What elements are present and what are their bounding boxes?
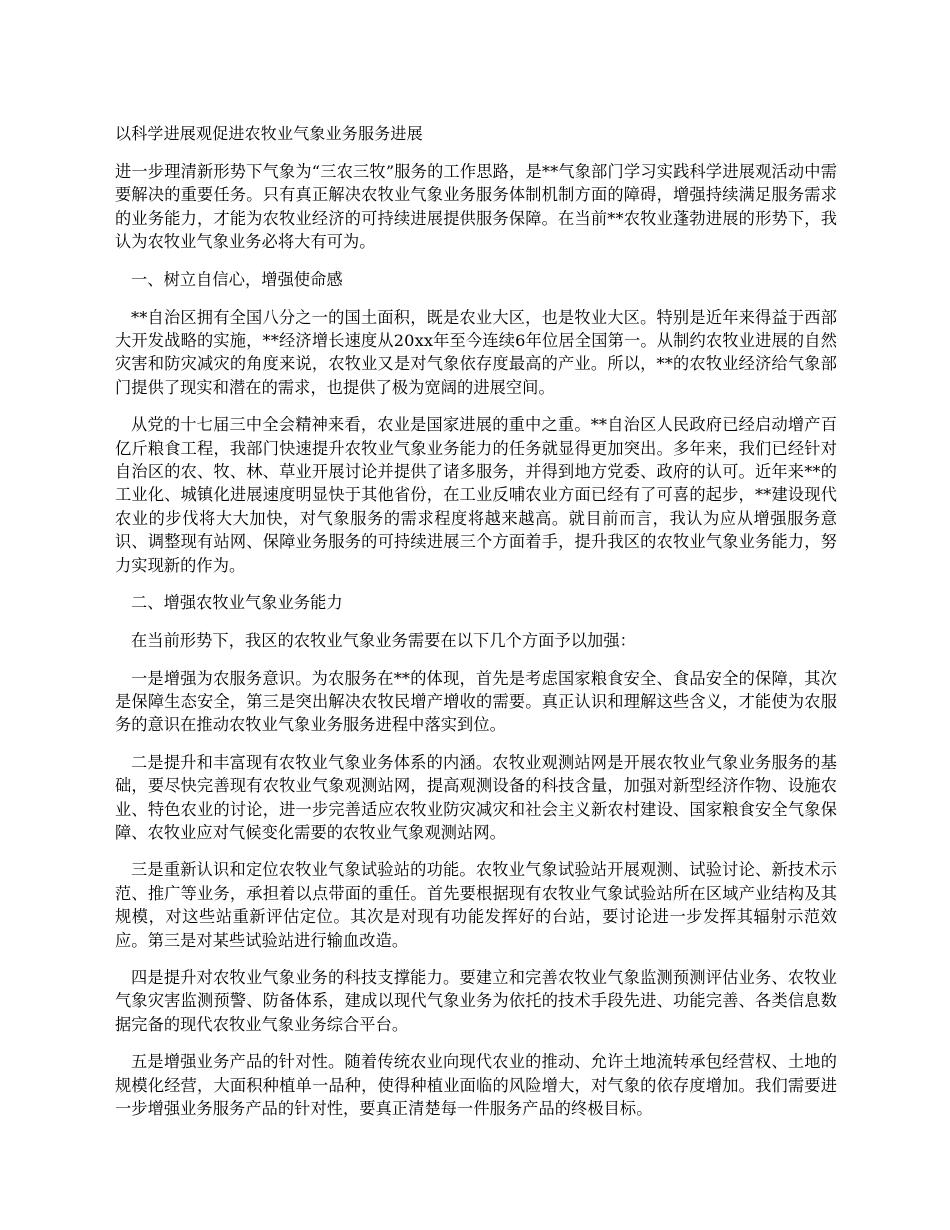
paragraph-point-2: 二是提升和丰富现有农牧业气象业务体系的内涵。农牧业观测站网是开展农牧业气象业务服务的基础，要尽快完善现有农牧业气象观测站网，提高观测设备的科技含量，加强对新型经济作物、设施农业、特色农业的讨论，进一步完善适应农牧业防灾减灾和社会主义新农村建设、国家粮食安全气象保障、农牧业应对气候变化需要的农牧业气象观测站网。 bbox=[115, 752, 837, 842]
document-page bbox=[115, 122, 837, 1134]
paragraph-party-policy: 从党的十七届三中全会精神来看，农业是国家进展的重中之重。**自治区人民政府已经启动增产百亿斤粮食工程，我部门快速提升农牧业气象业务能力的任务就显得更加突出。多年来，我们已经针对自治区的农、牧、林、草业开展讨论并提供了诸多服务，并得到地方党委、政府的认可。近年来**的工业化、城镇化进展速度明显快于其他省份，在工业反哺农业方面已经有了可喜的起步，**建设现代农业的步伐将大大加快，对气象服务的需求程度将越来越高。就目前而言，我认为应从增强服务意识、调整现有站网、保障业务服务的可持续进展三个方面着手，提升我区的农牧业气象业务能力，努力实现新的作为。 bbox=[115, 415, 837, 575]
paragraph-point-3: 三是重新认识和定位农牧业气象试验站的功能。农牧业气象试验站开展观测、试验讨论、新技术示范、推广等业务，承担着以点带面的重任。首先要根据现有农牧业气象试验站所在区域产业结构及其规模，对这些站重新评估定位。其次是对现有功能发挥好的台站，要讨论进一步发挥其辐射示范效应。第三是对某些试验站进行输血改造。 bbox=[115, 860, 837, 950]
paragraph-point-4: 四是提升对农牧业气象业务的科技支撑能力。要建立和完善农牧业气象监测预测评估业务、农牧业气象灾害监测预警、防备体系，建成以现代气象业务为依托的技术手段先进、功能完善、各类信息数据完备的现代农牧业气象业务综合平台。 bbox=[115, 967, 837, 1034]
paragraph-region-overview: **自治区拥有全国八分之一的国土面积，既是农业大区，也是牧业大区。特别是近年来得益于西部大开发战略的实施，**经济增长速度从20xx年至今连续6年位居全国第一。从制约农牧业进展的自然灾害和防灾减灾的角度来说，农牧业又是对气象依存度最高的产业。所以，**的农牧业经济给气象部门提供了现实和潜在的需求，也提供了极为宽阔的进展空间。 bbox=[115, 307, 837, 397]
paragraph-intro: 进一步理清新形势下气象为“三农三牧”服务的工作思路，是**气象部门学习实践科学进展观活动中需要解决的重要任务。只有真正解决农牧业气象业务服务体制机制方面的障碍，增强持续满足服务需求的业务能力，才能为农牧业经济的可持续进展提供服务保障。在当前**农牧业蓬勃进展的形势下，我认为农牧业气象业务必将大有可为。 bbox=[115, 162, 837, 252]
paragraph-point-1: 一是增强为农服务意识。为农服务在**的体现，首先是考虑国家粮食安全、食品安全的保障，其次是保障生态安全，第三是突出解决农牧民增产增收的需要。真正认识和理解这些含义，才能使为农服务的意识在推动农牧业气象业务服务进程中落实到位。 bbox=[115, 668, 837, 735]
paragraph-aspects-intro: 在当前形势下，我区的农牧业气象业务需要在以下几个方面予以加强： bbox=[131, 631, 636, 651]
section-heading-2: 二、增强农牧业气象业务能力 bbox=[131, 593, 343, 613]
section-heading-1: 一、树立自信心，增强使命感 bbox=[131, 269, 343, 289]
paragraph-point-5: 五是增强业务产品的针对性。随着传统农业向现代农业的推动、允许土地流转承包经营权、土地的规模化经营，大面积种植单一品种，使得种植业面临的风险增大，对气象的依存度增加。我们需要进一步增强业务服务产品的针对性，要真正清楚每一件服务产品的终极目标。 bbox=[115, 1052, 837, 1118]
document-title: 以科学进展观促进农牧业气象业务服务进展 bbox=[115, 124, 423, 143]
